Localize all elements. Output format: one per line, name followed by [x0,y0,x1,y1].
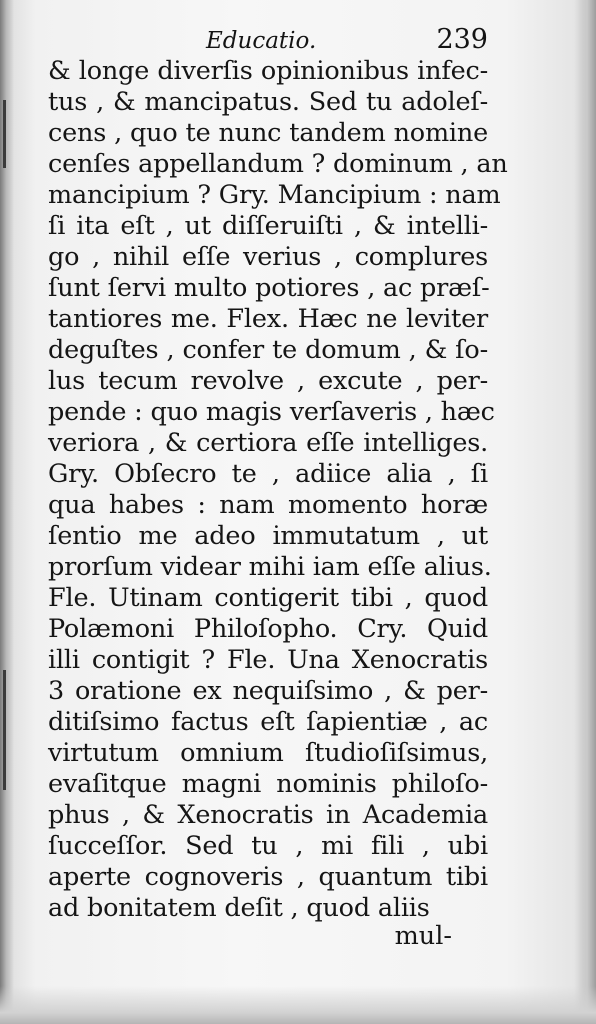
text-line: tantiores me. Flex. Hæc ne leviter [48,304,488,334]
text-line: ad bonitatem deſit , quod aliis [48,893,430,923]
text-line: evaſitque magni nominis philoſo- [48,769,488,799]
text-line: cenſes appellandum ? dominum , an [48,149,508,179]
page-edge-shadow [574,0,596,1024]
text-line: illi contigit ? Fle. Una Xenocratis [48,645,488,675]
body-text [48,56,508,924]
text-line: ſi ita eſt , ut diſſeruiſti , & intelli- [48,211,488,241]
running-head: Educatio. [206,28,317,54]
text-line: pende : quo magis verſaveris , hæc [48,397,495,427]
bottom-edge-shadow [0,986,596,1024]
text-line: aperte cognoveris , quantum tibi [48,862,488,892]
text-line: ſentio me adeo immutatum , ut [48,521,488,551]
text-line: & longe diverſis opinionibus infec- [48,56,488,86]
text-line: prorſum videar mihi iam eſſe alius. [48,552,492,582]
text-line: phus , & Xenocratis in Academia [48,800,488,830]
text-line: Gry. Obſecro te , adiice alia , ſi [48,459,488,489]
page-header [48,24,488,58]
text-line: go , nihil eſſe verius , complures [48,242,488,272]
text-line: ſunt ſervi multo potiores , ac præſ- [48,273,490,303]
text-line: qua habes : nam momento horæ [48,490,488,520]
binding-mark [3,100,6,168]
text-line: lus tecum revolve , excute , per- [48,366,488,396]
text-line: ſucceſſor. Sed tu , mi fili , ubi [48,831,488,861]
text-line: veriora , & certiora eſſe intelliges. [48,428,488,458]
binding-mark [3,670,6,790]
text-line: cens , quo te nunc tandem nomine [48,118,488,148]
text-line: ditiſsimo factus eſt ſapientiæ , ac [48,707,488,737]
page-number: 239 [436,24,488,55]
text-line: Polæmoni Philoſopho. Cry. Quid [48,614,488,644]
text-line: Fle. Utinam contigerit tibi , quod [48,583,488,613]
text-line: virtutum omnium ſtudioſiſsimus, [48,738,488,768]
catchword: mul- [394,921,452,951]
text-line: 3 oratione ex nequiſsimo , & per- [48,676,488,706]
text-line: tus , & mancipatus. Sed tu adoleſ- [48,87,488,117]
text-line: mancipium ? Gry. Mancipium : nam [48,180,501,210]
text-line: deguſtes , confer te domum , & ſo- [48,335,488,365]
